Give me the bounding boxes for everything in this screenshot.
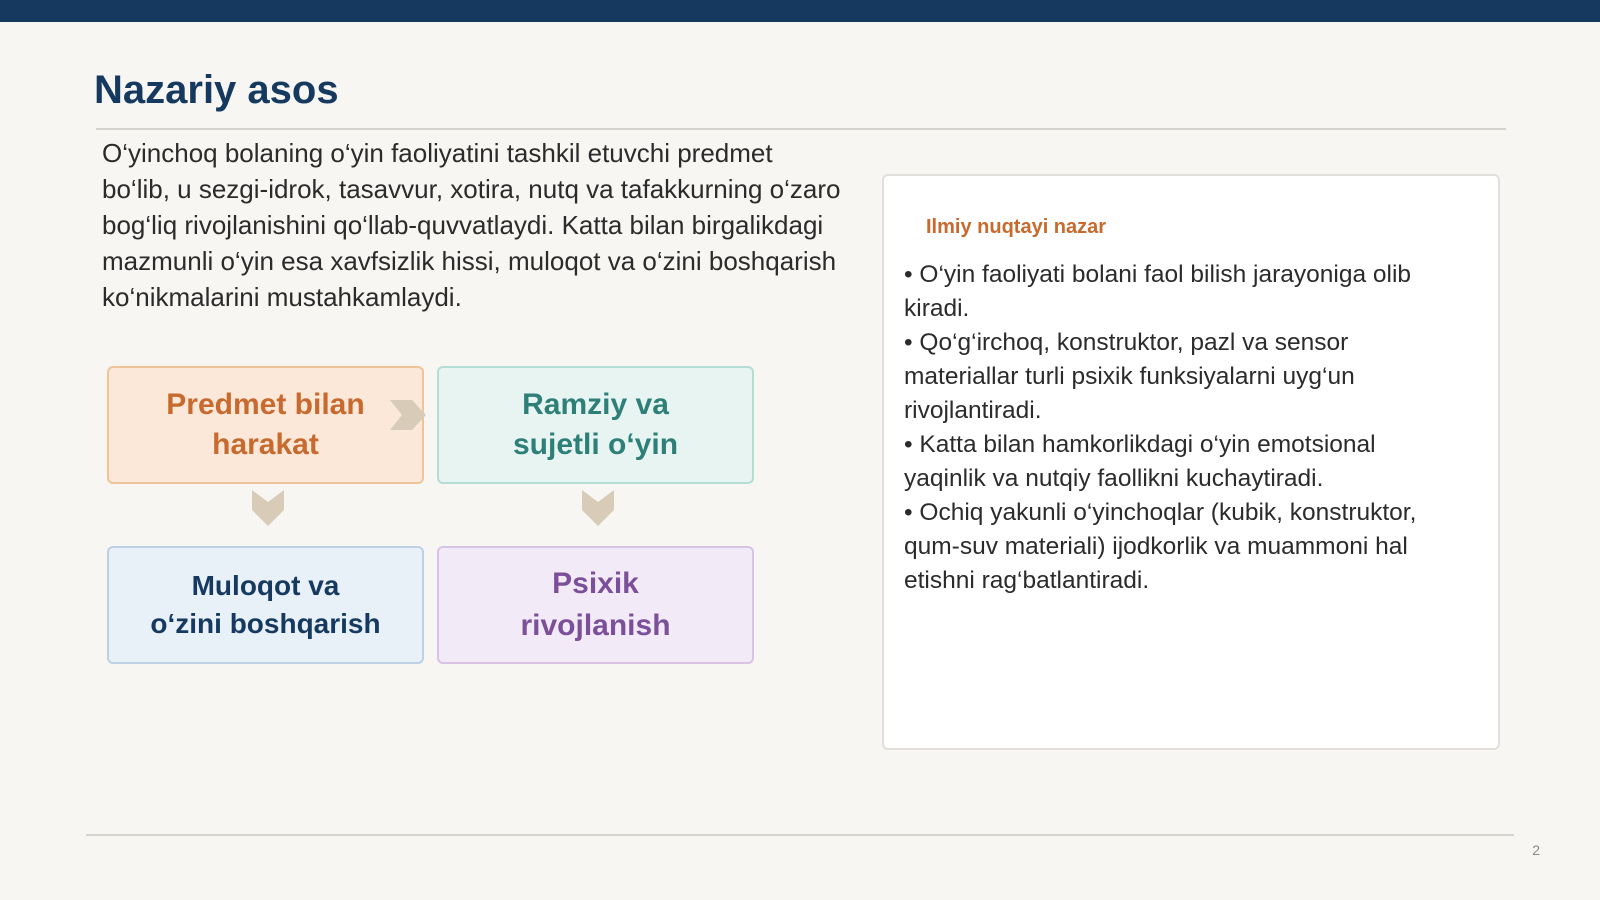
- box-label-line2: rivojlanish: [520, 609, 671, 642]
- panel-title: Ilmiy nuqtayi nazar: [926, 216, 1107, 238]
- list-item: • Qo‘g‘irchoq, konstruktor, pazl va sensor materiallar turli psixik funksiyalarni uyg‘un rivojlantiradi.: [904, 329, 1355, 424]
- intro-paragraph: O‘yinchoq bolaning o‘yin faoliyatini tashkil etuvchi predmet bo‘lib, u sezgi-idrok, tasavvur, xotira, nutq va tafakkurning o‘zaro bog‘liq rivojlanishini qo‘llab-quvvatlaydi. Katta bilan birgalikdagi mazmunli o‘yin esa xavfsizlik hissi, muloqot va o‘zini boshqarish ko‘nikmalarini mustahkamlaydi.: [102, 138, 841, 312]
- footer-divider: [86, 834, 1514, 836]
- list-item: • Ochiq yakunli o‘yinchoqlar (kubik, konstruktor, qum-suv materiali) ijodkorlik va muammoni hal etishni rag‘batlantiradi.: [904, 499, 1417, 594]
- diagram-box-communication: [107, 546, 424, 664]
- header-bar: [0, 0, 1600, 22]
- box-label-line2: sujetli o‘yin: [512, 428, 679, 461]
- page-number: 2: [1532, 842, 1540, 858]
- box-label-line2: harakat: [212, 428, 319, 461]
- diagram-box-symbolic-play: [437, 366, 754, 484]
- box-label-line1: Psixik: [552, 567, 639, 600]
- scientific-view-panel: [882, 174, 1500, 750]
- list-item: • Katta bilan hamkorlikdagi o‘yin emotsional yaqinlik va nutqiy faollikni kuchaytiradi.: [904, 431, 1376, 492]
- diagram-box-psychic-development: [437, 546, 754, 664]
- title-divider: [96, 128, 1506, 130]
- chevron-down-icon: [582, 490, 614, 526]
- box-label-line1: Predmet bilan: [166, 388, 365, 421]
- chevron-down-icon: [252, 490, 284, 526]
- box-label-line1: Ramziy va: [522, 388, 669, 421]
- box-label-line2: o‘zini boshqarish: [150, 608, 381, 639]
- chevron-right-icon: [390, 400, 426, 430]
- diagram-box-object-action: [107, 366, 424, 484]
- panel-list: [904, 258, 1464, 598]
- box-label-line1: Muloqot va: [191, 570, 340, 601]
- slide-title: Nazariy asos: [94, 68, 339, 112]
- list-item: • O‘yin faoliyati bolani faol bilish jarayoniga olib kiradi.: [904, 261, 1412, 322]
